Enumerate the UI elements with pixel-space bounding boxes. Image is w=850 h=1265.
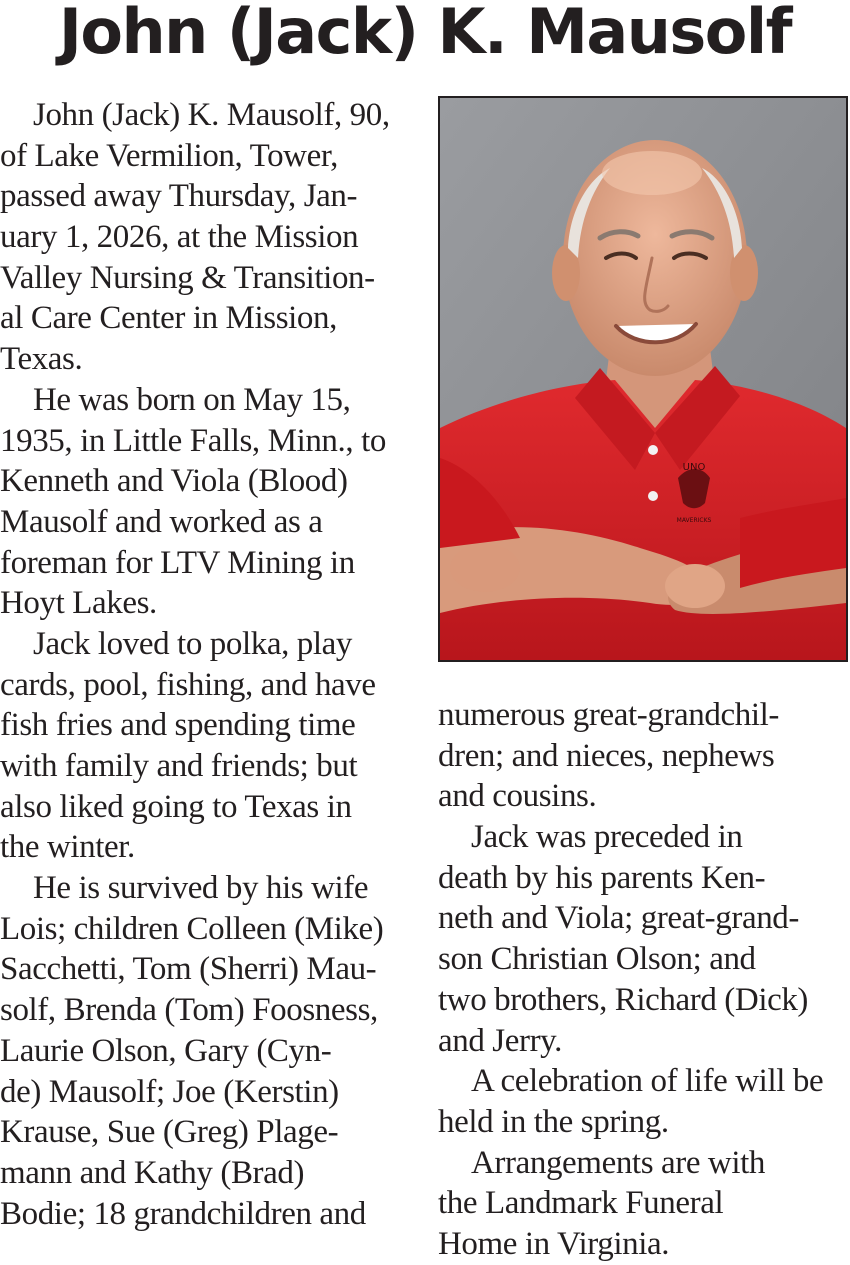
left-column (0, 95, 422, 1234)
text-line: held in the spring. (438, 1103, 669, 1140)
text-line: foreman for LTV Mining in (0, 544, 355, 581)
text-line: Kenneth and Viola (Blood) (0, 463, 348, 500)
portrait-photo-icon (440, 98, 846, 660)
text-line: death by his parents Ken- (438, 859, 766, 896)
text-line: Sacchetti, Tom (Sherri) Mau- (0, 951, 377, 988)
text-line: Lois; children Colleen (Mike) (0, 910, 384, 947)
text-line: Jack loved to polka, play (33, 625, 353, 662)
text-line: Hoyt Lakes. (0, 585, 157, 622)
text-line: 1935, in Little Falls, Minn., to (0, 422, 386, 459)
text-line: Valley Nursing & Transition- (0, 259, 375, 296)
text-line: A celebration of life will be (471, 1063, 824, 1100)
text-line: Bodie; 18 grandchildren and (0, 1195, 366, 1232)
text-line: Jack was preceded in (471, 819, 743, 856)
text-line: John (Jack) K. Mausolf, 90, (33, 97, 390, 133)
text-line: Krause, Sue (Greg) Plage- (0, 1114, 339, 1151)
shirt-logo-text: UNO (682, 462, 706, 473)
text-line: uary 1, 2026, at the Mission (0, 219, 359, 256)
text-line: fish fries and spending time (0, 707, 356, 744)
text-line: He was born on May 15, (33, 381, 351, 418)
text-line: He is survived by his wife (33, 870, 369, 907)
text-line: numerous great-grandchil- (438, 697, 779, 733)
text-line: the Landmark Funeral (438, 1185, 724, 1222)
text-line: Laurie Olson, Gary (Cyn- (0, 1032, 332, 1069)
text-line: and Jerry. (438, 1022, 562, 1059)
text-line: Texas. (0, 341, 83, 378)
portrait-photo (438, 96, 848, 662)
text-line: and cousins. (438, 778, 597, 815)
text-line: Home in Virginia. (438, 1225, 670, 1262)
headline: John (Jack) K. Mausolf (58, 0, 792, 68)
text-line: passed away Thursday, Jan- (0, 178, 358, 215)
shirt-logo-subtext: MAVERICKS (676, 517, 712, 524)
text-line: son Christian Olson; and (438, 941, 756, 978)
text-line: al Care Center in Mission, (0, 300, 337, 337)
text-line: the winter. (0, 829, 135, 866)
text-line: cards, pool, fishing, and have (0, 666, 376, 703)
text-line: de) Mausolf; Joe (Kerstin) (0, 1073, 339, 1110)
text-line: of Lake Vermilion, Tower, (0, 137, 338, 174)
text-line: also liked going to Texas in (0, 788, 352, 825)
text-line: solf, Brenda (Tom) Foosness, (0, 992, 378, 1029)
text-line: two brothers, Richard (Dick) (438, 981, 809, 1018)
right-column (438, 695, 850, 1265)
text-line: mann and Kathy (Brad) (0, 1154, 305, 1191)
text-line: Arrangements are with (471, 1144, 765, 1181)
text-line: neth and Viola; great-grand- (438, 900, 799, 937)
text-line: with family and friends; but (0, 748, 358, 784)
text-line: Mausolf and worked as a (0, 503, 323, 540)
text-line: dren; and nieces, nephews (438, 737, 775, 774)
